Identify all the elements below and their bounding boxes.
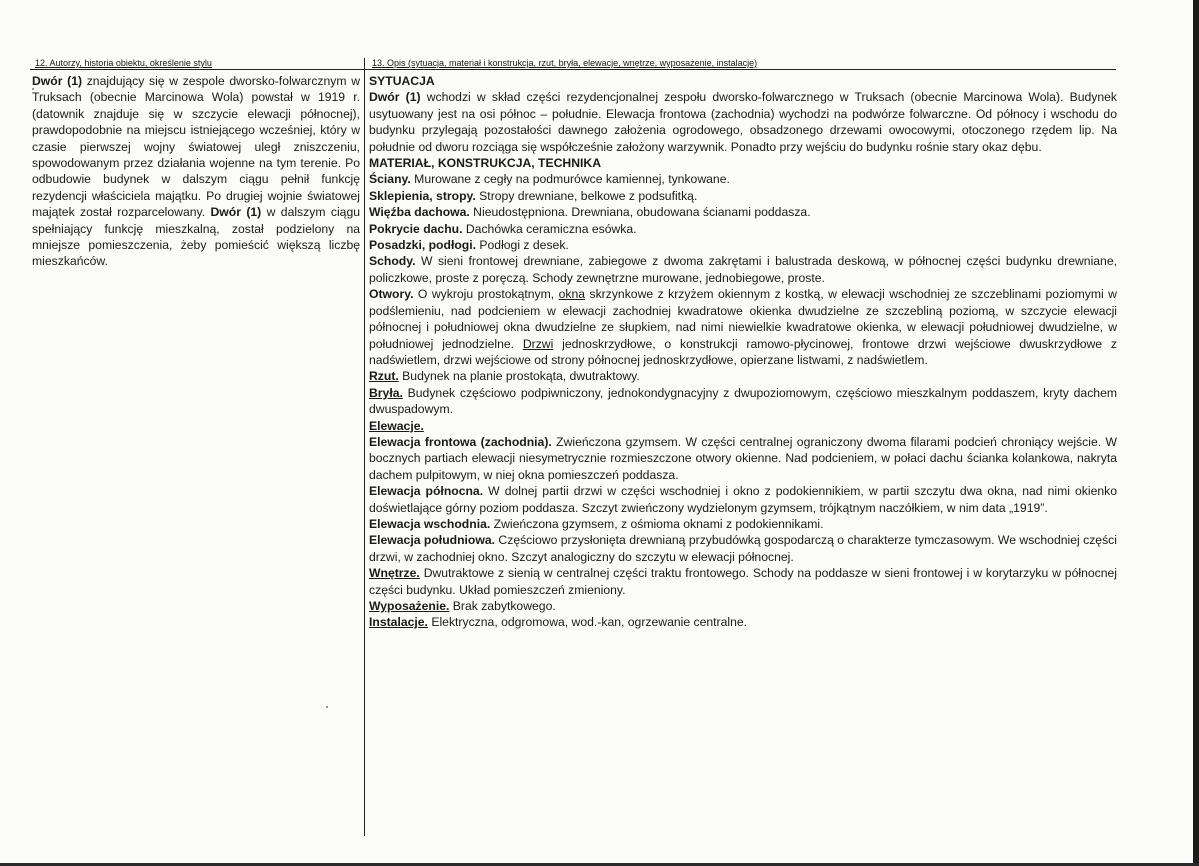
rzut-text: Budynek na planie prostokąta, dwutraktowy. <box>398 369 640 384</box>
elewacja-wschodnia-label: Elewacja wschodnia. <box>369 516 491 531</box>
elewacja-poludniowa-paragraph <box>369 532 1117 565</box>
otwory-label: Otwory. <box>369 287 414 302</box>
posadzki-label: Posadzki, podłogi. <box>369 238 476 253</box>
schody-text: W sieni frontowej drewniane, zabiegowe z dwoma zakrętami i balustrada deskową, w północnej części budynku drewniane, policzkowe, proste z poręczą. Schody zewnętrzne murowane, jednobiegowe, proste. <box>369 254 1117 285</box>
manor-label: Dwór (1) <box>32 74 83 88</box>
wyposazenie-label: Wyposażenie. <box>369 599 450 613</box>
sytuacja-lead: Dwór (1) <box>369 90 421 105</box>
history-text-part1: znajdujący się w zespole dworsko-folwarcznym w Truksach (obecnie Marcinowa Wola) powstał w 1919 r. (datownik znajduje się w szczycie elewacji północnej), prawdopodobnie na miejscu istniejącego wcześniej, który w czasie pierwszej wojny światowej uległ zniszczeniu, spowodowanym przez działania wojenne na tym terenie. Po odbudowie budynek w dalszym ciągu pełnił funkcję rezydencji właściciela majątku. Po drugiej wojnie światowej majątek został rozparcelowany. <box>32 74 361 220</box>
elewacje-heading-paragraph <box>369 418 1117 434</box>
rzut-label: Rzut. <box>369 369 399 384</box>
wiezba-label: Więźba dachowa. <box>369 205 470 220</box>
rzut-paragraph <box>369 368 1117 384</box>
pokrycie-label: Pokrycie dachu. <box>369 221 463 236</box>
instalacje-text: Elektryczna, odgromowa, wod.-kan, ogrzewanie centralne. <box>427 615 748 630</box>
scan-edge-right <box>1193 0 1199 866</box>
sytuacja-paragraph <box>369 89 1117 155</box>
elewacja-poludniowa-label: Elewacja południowa. <box>369 533 495 548</box>
elewacja-polnocna-paragraph <box>369 483 1117 516</box>
scan-speck <box>326 706 328 708</box>
sciany-label: Ściany. <box>369 172 411 187</box>
elewacja-wschodnia-paragraph <box>369 516 1117 532</box>
manor-label-2: Dwór (1) <box>210 205 262 220</box>
schody-paragraph <box>369 253 1117 286</box>
sklepienia-label: Sklepienia, stropy. <box>369 188 476 203</box>
elewacje-heading: Elewacje. <box>369 418 424 433</box>
wnetrze-paragraph <box>369 565 1117 598</box>
otwory-drzwi-term: Drzwi <box>522 336 554 351</box>
wiezba-text: Nieudostępniona. Drewniana, obudowana ścianami poddasza. <box>469 205 811 220</box>
elewacja-frontowa-paragraph <box>369 434 1117 483</box>
left-column <box>32 58 360 270</box>
wnetrze-text: Dwutraktowe z sienią w centralnej części traktu frontowego. Schody na poddasze w sieni frontowej i w korytarzyku w północnej części budynku. Układ pomieszczeń zmieniony. <box>369 566 1117 597</box>
elewacja-frontowa-label: Elewacja frontowa (zachodnia). <box>369 434 552 449</box>
left-column-header: 12. Autorzy, historia obiektu, określenie stylu <box>35 58 212 68</box>
wiezba-paragraph <box>369 204 1117 220</box>
wnetrze-label: Wnętrze. <box>369 566 420 581</box>
schody-label: Schody. <box>369 254 416 269</box>
instalacje-paragraph <box>369 614 1117 630</box>
posadzki-text: Podłogi z desek. <box>476 238 569 253</box>
bryla-paragraph <box>369 385 1117 418</box>
sytuacja-text: wchodzi w skład części rezydencjonalnej zespołu dworsko-folwarcznego w Truksach (obecnie Marcinowa Wola). Budynek usytuowany jest na osi północ – południe. Elewacja frontowa (zachodnia) wychodzi na podwórze folwarczne. Od północy i wschodu do budynku przylegają pozostałości dawnego założenia ogrodowego, obsadzonego drzewami owocowymi, otoczonego rzędem lip. Na południe od dworu rozciąga się współcześnie założony warzywnik. Ponadto przy wejściu do budynku rośnie stary okaz dębu. <box>369 90 1118 154</box>
heading-sytuacja: SYTUACJA <box>369 74 435 88</box>
column-divider-line <box>364 58 365 836</box>
otwory-text-1: O wykroju prostokątnym, <box>413 287 559 302</box>
pokrycie-text: Dachówka ceramiczna esówka. <box>462 221 637 236</box>
posadzki-paragraph <box>369 237 1117 253</box>
bryla-text: Budynek częściowo podpiwniczony, jednokondygnacyjny z dwupoziomowym, częściowo mieszkalnym poddaszem, kryty dachem dwuspadowym. <box>369 385 1117 417</box>
wyposazenie-paragraph <box>369 598 1117 614</box>
sklepienia-text: Stropy drewniane, belkowe z podsufitką. <box>475 188 698 203</box>
elewacja-polnocna-label: Elewacja północna. <box>369 484 484 499</box>
right-column <box>369 58 1117 631</box>
elewacja-frontowa-text: Zwieńczona gzymsem. W części centralnej ograniczony dwoma filarami podcień chroniący wejście. W bocznych partiach elewacji niesymetrycznie rozmieszczone otwory okienne. Nad podcieniem, w połaci dachu ścianka kolankowa, nakryta dachem pulpitowym, w niej okna pomieszczeń poddasza. <box>369 434 1117 482</box>
sklepienia-paragraph <box>369 188 1117 204</box>
otwory-text-2: skrzynkowe z krzyżem okiennym z kostką, w elewacji wschodniej ze szczeblinami poziomymi w podślemieniu, nad podcieniem w elewacji zachodniej kwadratowe okienka dwudzielne ze szczebliną poziomą, w szczycie elewacji północnej i południowej okna dwudzielne ze słupkiem, nad nimi niewielkie kwadratowe okienka, w elewacji południowej dwudzielne, w południowej jednodzielne. <box>369 287 1117 351</box>
description-body <box>369 73 1117 631</box>
otwory-text-3: jednoskrzydłowe, o konstrukcji ramowo-płycinowej, frontowe drzwi wejściowe dwuskrzydłowe z nadświetlem, drzwi wejściowe od strony północnej jednoskrzydłowe, opierzane listwami, z nadświetlem. <box>369 336 1117 367</box>
instalacje-label: Instalacje. <box>369 615 428 630</box>
bryla-label: Bryła. <box>369 385 403 400</box>
history-text <box>32 73 360 270</box>
elewacja-wschodnia-text: Zwieńczona gzymsem, z ośmioma oknami z podokiennikami. <box>490 516 824 531</box>
wyposazenie-text: Brak zabytkowego. <box>449 599 556 613</box>
otwory-paragraph <box>369 286 1117 368</box>
otwory-okna-term: okna <box>558 287 586 302</box>
elewacja-polnocna-text: W dolnej partii drzwi w części wschodniej i okno z podokiennikiem, w partii szczytu dwa okna, nad nimi okienko doświetlające górny poziom poddasza. Szczyt zwieńczony wydzielonym gzymsem, trójkątnym naczółkiem, w nim data „1919”. <box>369 484 1117 515</box>
heading-material: MATERIAŁ, KONSTRUKCJA, TECHNIKA <box>369 156 602 171</box>
history-text-part2: w dalszym ciągu spełniający funkcję mieszkalną, został podzielony na mniejsze pomieszczenia, żeby pomieścić większą liczbę mieszkańców. <box>32 205 361 269</box>
pokrycie-paragraph <box>369 221 1117 237</box>
sciany-paragraph <box>369 171 1117 187</box>
right-column-header: 13. Opis (sytuacja, materiał i konstrukcja, rzut, bryła, elewacje, wnętrze, wyposażenie, instalacje) <box>372 58 758 68</box>
elewacja-poludniowa-text: Częściowo przysłonięta drewnianą przybudówką gospodarczą o charakterze tymczasowym. We wschodniej części drzwi, w zachodniej okno. Szczyt analogiczny do szczytu w elewacji północnej. <box>369 533 1117 564</box>
sciany-text: Murowane z cegły na podmurówce kamiennej, tynkowane. <box>410 172 730 187</box>
